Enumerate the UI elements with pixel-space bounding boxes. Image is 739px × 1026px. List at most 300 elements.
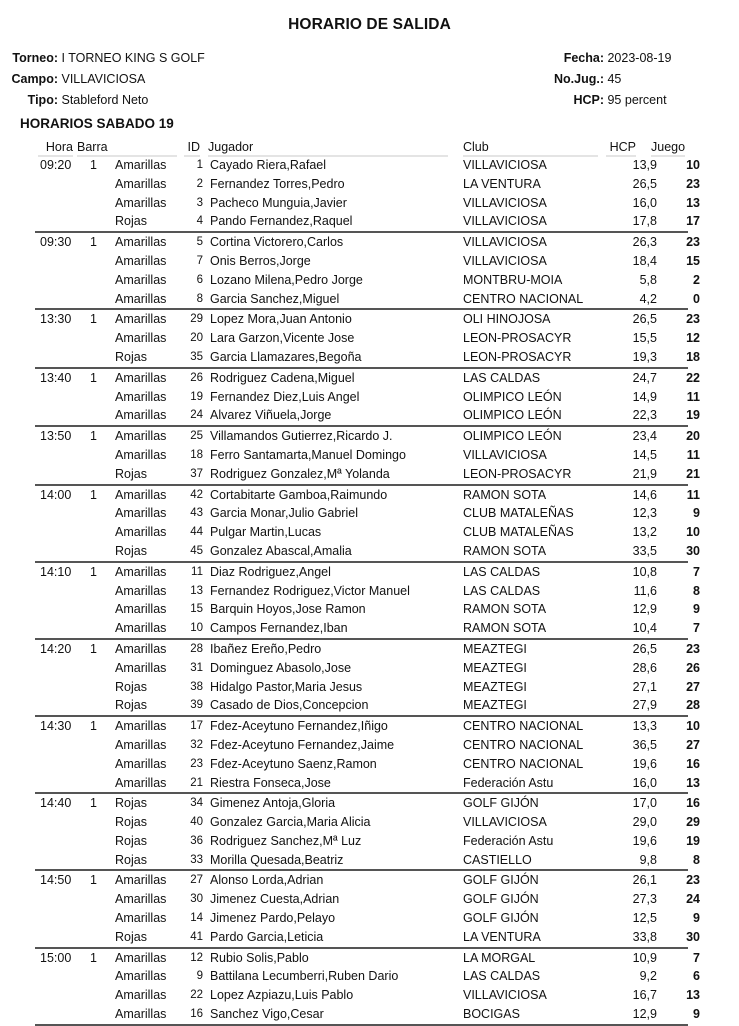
meta-campo-value: VILLAVICIOSA [61, 72, 146, 86]
player-club: MEAZTEGI [463, 641, 527, 656]
player-hcp: 9,2 [639, 969, 657, 984]
player-name: Alvarez Viñuela,Jorge [210, 408, 332, 423]
meta-tipo [0, 92, 148, 108]
player-hcp: 19,3 [632, 349, 657, 364]
tee-color: Amarillas [115, 158, 167, 172]
player-id: 28 [190, 642, 203, 655]
player-name: Riestra Fonseca,Jose [210, 775, 331, 790]
tee-time-group [35, 369, 700, 427]
player-name: Battilana Lecumberri,Ruben Dario [210, 969, 399, 984]
player-id: 13 [190, 584, 203, 597]
player-playing-hcp: 9 [693, 602, 700, 617]
player-club: LAS CALDAS [463, 370, 541, 385]
player-id: 45 [190, 544, 203, 557]
player-id: 25 [190, 430, 203, 443]
player-name: Fdez-Aceytuno Saenz,Ramon [210, 756, 377, 771]
player-club: MONTBRU-MOIA [463, 272, 563, 287]
table-row [35, 928, 700, 947]
table-row [35, 388, 700, 407]
table-row [35, 348, 700, 367]
player-id: 15 [190, 603, 203, 616]
player-name: Pardo Garcia,Leticia [210, 929, 324, 944]
player-club: MEAZTEGI [463, 660, 527, 675]
player-club: MEAZTEGI [463, 679, 527, 694]
tee-number: 1 [90, 487, 97, 502]
header-club: Club [463, 140, 598, 157]
meta-torneo-value: I TORNEO KING S GOLF [61, 51, 205, 65]
tee-color: Amarillas [115, 506, 167, 521]
tee-color: Amarillas [115, 719, 167, 734]
meta-tipo-label: Tipo: [27, 93, 58, 107]
meta-fecha-value: 2023-08-19 [607, 51, 672, 65]
player-hcp: 14,6 [632, 487, 657, 502]
meta-hcp-value: 95 percent [607, 93, 667, 107]
player-id: 44 [190, 526, 203, 539]
player-id: 5 [196, 236, 203, 249]
header-juego: Juego [651, 140, 685, 157]
player-name: Jimenez Pardo,Pelayo [210, 911, 336, 926]
table-row [35, 582, 700, 601]
tee-color: Amarillas [115, 429, 167, 444]
player-hcp: 19,6 [632, 756, 657, 771]
player-hcp: 9,8 [639, 852, 657, 867]
player-id: 30 [190, 893, 203, 906]
table-row [35, 774, 700, 793]
player-playing-hcp: 28 [686, 698, 700, 713]
player-hcp: 26,5 [632, 176, 657, 191]
player-hcp: 14,5 [632, 447, 657, 462]
player-hcp: 18,4 [632, 253, 657, 268]
player-hcp: 21,9 [632, 466, 657, 481]
player-playing-hcp: 9 [693, 1007, 700, 1022]
tee-number: 1 [90, 873, 97, 888]
player-id: 42 [190, 488, 203, 501]
player-playing-hcp: 17 [686, 214, 700, 229]
player-id: 36 [190, 834, 203, 847]
player-playing-hcp: 7 [693, 564, 700, 579]
player-club: GOLF GIJÓN [463, 796, 539, 811]
player-club: CLUB MATALEÑAS [463, 506, 574, 521]
player-name: Dominguez Abasolo,Jose [210, 660, 352, 675]
player-playing-hcp: 16 [686, 756, 700, 771]
player-id: 17 [190, 720, 203, 733]
tee-color: Amarillas [115, 195, 167, 210]
player-club: RAMON SOTA [463, 602, 547, 617]
table-row [35, 523, 700, 542]
tee-number: 1 [90, 641, 97, 656]
tee-color: Amarillas [115, 641, 167, 656]
table-row [35, 1005, 700, 1024]
tee-color: Amarillas [115, 873, 167, 888]
player-playing-hcp: 23 [686, 873, 700, 888]
player-club: LA MORGAL [463, 950, 536, 965]
player-club: LAS CALDAS [463, 583, 541, 598]
tee-time: 14:00 [40, 487, 72, 502]
player-club: VILLAVICIOSA [463, 447, 547, 462]
player-id: 12 [190, 951, 203, 964]
player-id: 6 [196, 273, 203, 286]
player-name: Ferro Santamarta,Manuel Domingo [210, 447, 406, 462]
player-club: VILLAVICIOSA [463, 158, 547, 172]
player-hcp: 23,4 [632, 429, 657, 444]
player-name: Garcia Llamazares,Begoña [210, 349, 362, 364]
tee-color: Amarillas [115, 291, 167, 306]
header-hcp: HCP [606, 140, 636, 157]
player-id: 33 [190, 853, 203, 866]
tee-color: Amarillas [115, 272, 167, 287]
header-jugador: Jugador [208, 140, 448, 157]
player-playing-hcp: 13 [686, 988, 700, 1003]
tee-time-group [35, 427, 700, 485]
table-row [35, 212, 700, 231]
player-playing-hcp: 8 [693, 852, 700, 867]
tee-number: 1 [90, 429, 97, 444]
tee-time: 14:20 [40, 641, 72, 656]
player-playing-hcp: 19 [686, 833, 700, 848]
player-id: 22 [190, 989, 203, 1002]
player-playing-hcp: 23 [686, 235, 700, 250]
player-hcp: 17,0 [632, 796, 657, 811]
player-id: 20 [190, 332, 203, 345]
table-row [35, 949, 700, 968]
player-name: Pando Fernandez,Raquel [210, 214, 353, 229]
tee-color: Amarillas [115, 253, 167, 268]
player-name: Rubio Solis,Pablo [210, 950, 309, 965]
table-row [35, 600, 700, 619]
player-club: CASTIELLO [463, 852, 532, 867]
player-name: Diaz Rodriguez,Angel [210, 564, 331, 579]
player-club: CENTRO NACIONAL [463, 737, 584, 752]
table-row [35, 696, 700, 715]
player-name: Fdez-Aceytuno Fernandez,Iñigo [210, 719, 388, 734]
player-club: BOCIGAS [463, 1007, 520, 1022]
tee-time-group [35, 640, 700, 717]
tee-time-group [35, 310, 700, 368]
player-club: LA VENTURA [463, 176, 541, 191]
player-id: 4 [196, 215, 203, 228]
player-hcp: 10,4 [632, 621, 657, 636]
player-playing-hcp: 11 [686, 447, 700, 462]
player-name: Ibañez Ereño,Pedro [210, 641, 322, 656]
table-row [35, 890, 700, 909]
player-playing-hcp: 30 [686, 929, 700, 944]
player-id: 23 [190, 757, 203, 770]
player-hcp: 27,9 [632, 698, 657, 713]
table-row [35, 909, 700, 928]
table-row [35, 563, 700, 582]
player-club: LAS CALDAS [463, 564, 541, 579]
player-club: LAS CALDAS [463, 969, 541, 984]
tee-time-group [35, 949, 700, 1026]
tee-color: Amarillas [115, 756, 167, 771]
table-row [35, 755, 700, 774]
player-id: 8 [196, 292, 203, 305]
player-hcp: 29,0 [632, 815, 657, 830]
player-playing-hcp: 16 [686, 796, 700, 811]
player-name: Lozano Milena,Pedro Jorge [210, 272, 363, 287]
tee-number: 1 [90, 158, 97, 172]
meta-fecha-label: Fecha: [563, 51, 604, 65]
player-id: 31 [190, 661, 203, 674]
player-club: CENTRO NACIONAL [463, 291, 584, 306]
player-playing-hcp: 10 [686, 525, 700, 540]
player-name: Fernandez Rodriguez,Victor Manuel [210, 583, 410, 598]
tee-color: Rojas [115, 466, 147, 481]
player-hcp: 27,1 [632, 679, 657, 694]
player-hcp: 28,6 [632, 660, 657, 675]
player-club: LEON-PROSACYR [463, 331, 572, 346]
table-row [35, 504, 700, 523]
table-row [35, 329, 700, 348]
table-row [35, 486, 700, 505]
tee-time-group [35, 486, 700, 563]
player-playing-hcp: 27 [686, 737, 700, 752]
tee-number: 1 [90, 564, 97, 579]
player-club: VILLAVICIOSA [463, 235, 547, 250]
tee-time-group [35, 156, 700, 233]
player-playing-hcp: 8 [693, 583, 700, 598]
tee-color: Rojas [115, 929, 147, 944]
player-hcp: 13,9 [632, 158, 657, 172]
player-id: 9 [196, 970, 203, 983]
player-hcp: 24,7 [632, 370, 657, 385]
meta-hcp [520, 92, 667, 108]
tee-time: 09:20 [40, 158, 72, 172]
player-hcp: 26,5 [632, 641, 657, 656]
tee-time-table [0, 156, 739, 1026]
table-row [35, 640, 700, 659]
tee-color: Amarillas [115, 370, 167, 385]
header-id: ID [184, 140, 200, 157]
player-club: VILLAVICIOSA [463, 815, 547, 830]
player-id: 7 [196, 254, 203, 267]
player-id: 32 [190, 738, 203, 751]
player-hcp: 13,2 [632, 525, 657, 540]
player-playing-hcp: 0 [693, 291, 700, 306]
meta-campo [0, 71, 145, 87]
player-club: LEON-PROSACYR [463, 349, 572, 364]
table-row [35, 736, 700, 755]
tee-time-group [35, 563, 700, 640]
player-hcp: 16,0 [632, 195, 657, 210]
player-id: 11 [191, 565, 203, 578]
player-club: LEON-PROSACYR [463, 466, 572, 481]
meta-torneo-label: Torneo: [12, 51, 58, 65]
player-hcp: 26,1 [632, 873, 657, 888]
page-title: HORARIO DE SALIDA [288, 16, 451, 33]
player-name: Garcia Monar,Julio Gabriel [210, 506, 358, 521]
player-id: 38 [190, 680, 203, 693]
player-club: VILLAVICIOSA [463, 214, 547, 229]
tee-time-group [35, 871, 700, 948]
player-playing-hcp: 24 [686, 892, 700, 907]
player-hcp: 17,8 [632, 214, 657, 229]
player-playing-hcp: 29 [686, 815, 700, 830]
tee-color: Amarillas [115, 487, 167, 502]
player-name: Casado de Dios,Concepcion [210, 698, 369, 713]
tee-color: Amarillas [115, 583, 167, 598]
player-id: 37 [190, 467, 203, 480]
tee-number: 1 [90, 796, 97, 811]
table-row [35, 427, 700, 446]
player-playing-hcp: 13 [686, 195, 700, 210]
player-name: Rodriguez Gonzalez,Mª Yolanda [210, 466, 390, 481]
tee-color: Amarillas [115, 389, 167, 404]
player-name: Lara Garzon,Vicente Jose [210, 331, 355, 346]
player-name: Campos Fernandez,Iban [210, 621, 348, 636]
tee-number: 1 [90, 950, 97, 965]
player-playing-hcp: 26 [686, 660, 700, 675]
player-club: RAMON SOTA [463, 543, 547, 558]
player-hcp: 13,3 [632, 719, 657, 734]
player-hcp: 12,9 [632, 602, 657, 617]
tee-color: Amarillas [115, 737, 167, 752]
player-hcp: 16,7 [632, 988, 657, 1003]
player-playing-hcp: 27 [686, 679, 700, 694]
tee-color: Amarillas [115, 911, 167, 926]
tee-color: Amarillas [115, 621, 167, 636]
player-id: 10 [190, 622, 203, 635]
player-hcp: 16,0 [632, 775, 657, 790]
tee-color: Amarillas [115, 775, 167, 790]
player-hcp: 27,3 [632, 892, 657, 907]
player-hcp: 15,5 [632, 331, 657, 346]
player-club: RAMON SOTA [463, 487, 547, 502]
player-club: OLIMPICO LEÓN [463, 389, 562, 404]
tee-color: Rojas [115, 214, 147, 229]
tee-number: 1 [90, 370, 97, 385]
player-hcp: 10,9 [632, 950, 657, 965]
table-row [35, 986, 700, 1005]
tee-color: Amarillas [115, 331, 167, 346]
player-playing-hcp: 30 [686, 543, 700, 558]
player-name: Cortina Victorero,Carlos [210, 235, 344, 250]
player-hcp: 12,5 [632, 911, 657, 926]
tee-color: Amarillas [115, 950, 167, 965]
player-id: 14 [190, 912, 203, 925]
tee-color: Rojas [115, 543, 147, 558]
player-club: LA VENTURA [463, 929, 541, 944]
tee-number: 1 [90, 312, 97, 327]
player-name: Pacheco Munguia,Javier [210, 195, 347, 210]
table-row [35, 406, 700, 425]
player-playing-hcp: 7 [693, 950, 700, 965]
tee-color: Amarillas [115, 235, 167, 250]
player-playing-hcp: 23 [686, 312, 700, 327]
player-playing-hcp: 23 [686, 176, 700, 191]
player-hcp: 14,9 [632, 389, 657, 404]
tee-time: 09:30 [40, 235, 72, 250]
player-club: Federación Astu [463, 775, 554, 790]
player-name: Alonso Lorda,Adrian [210, 873, 324, 888]
tee-time: 13:40 [40, 370, 72, 385]
player-playing-hcp: 15 [686, 253, 700, 268]
player-playing-hcp: 20 [686, 429, 700, 444]
meta-tipo-value: Stableford Neto [61, 93, 149, 107]
player-playing-hcp: 19 [686, 408, 700, 423]
player-name: Sanchez Vigo,Cesar [210, 1007, 324, 1022]
meta-nojug [520, 71, 621, 87]
tee-time: 14:30 [40, 719, 72, 734]
tee-color: Rojas [115, 852, 147, 867]
tee-color: Rojas [115, 815, 147, 830]
player-hcp: 33,8 [632, 929, 657, 944]
header-hora: Hora [38, 140, 73, 157]
player-name: Fdez-Aceytuno Fernandez,Jaime [210, 737, 395, 752]
player-hcp: 33,5 [632, 543, 657, 558]
player-name: Morilla Quesada,Beatriz [210, 852, 344, 867]
player-club: VILLAVICIOSA [463, 988, 547, 1003]
table-row [35, 369, 700, 388]
player-playing-hcp: 12 [686, 331, 700, 346]
player-name: Onis Berros,Jorge [210, 253, 311, 268]
table-row [35, 271, 700, 290]
tee-color: Rojas [115, 679, 147, 694]
player-name: Pulgar Martin,Lucas [210, 525, 322, 540]
player-playing-hcp: 9 [693, 506, 700, 521]
player-club: VILLAVICIOSA [463, 195, 547, 210]
player-name: Rodriguez Cadena,Miguel [210, 370, 355, 385]
player-club: GOLF GIJÓN [463, 892, 539, 907]
player-club: OLIMPICO LEÓN [463, 408, 562, 423]
player-id: 19 [190, 390, 203, 403]
player-club: RAMON SOTA [463, 621, 547, 636]
player-hcp: 12,9 [632, 1007, 657, 1022]
table-row [35, 233, 700, 252]
tee-color: Rojas [115, 698, 147, 713]
player-name: Jimenez Cuesta,Adrian [210, 892, 340, 907]
player-id: 29 [190, 313, 203, 326]
table-row [35, 832, 700, 851]
player-name: Villamandos Gutierrez,Ricardo J. [210, 429, 393, 444]
player-hcp: 12,3 [632, 506, 657, 521]
player-name: Cayado Riera,Rafael [210, 158, 327, 172]
player-hcp: 19,6 [632, 833, 657, 848]
tee-color: Amarillas [115, 176, 167, 191]
table-row [35, 659, 700, 678]
player-playing-hcp: 21 [686, 466, 700, 481]
player-playing-hcp: 10 [686, 158, 700, 172]
player-name: Lopez Mora,Juan Antonio [210, 312, 352, 327]
tee-time: 14:10 [40, 564, 72, 579]
player-name: Gonzalez Abascal,Amalia [210, 543, 352, 558]
player-id: 35 [190, 350, 203, 363]
player-hcp: 5,8 [639, 272, 657, 287]
player-name: Hidalgo Pastor,Maria Jesus [210, 679, 363, 694]
meta-nojug-value: 45 [607, 72, 622, 86]
tee-time: 14:50 [40, 873, 72, 888]
player-club: CENTRO NACIONAL [463, 719, 584, 734]
table-row [35, 871, 700, 890]
player-name: Garcia Sanchez,Miguel [210, 291, 340, 306]
table-row [35, 310, 700, 329]
tee-color: Amarillas [115, 525, 167, 540]
tee-color: Amarillas [115, 660, 167, 675]
table-row [35, 465, 700, 484]
player-id: 1 [196, 159, 203, 171]
player-playing-hcp: 18 [686, 349, 700, 364]
tee-time-group [35, 717, 700, 794]
table-row [35, 678, 700, 697]
player-name: Gonzalez Garcia,Maria Alicia [210, 815, 371, 830]
table-row [35, 290, 700, 309]
player-name: Gimenez Antoja,Gloria [210, 796, 336, 811]
table-row [35, 252, 700, 271]
tee-color: Amarillas [115, 892, 167, 907]
table-row [35, 542, 700, 561]
meta-hcp-label: HCP: [573, 93, 604, 107]
meta-campo-label: Campo: [11, 72, 58, 86]
